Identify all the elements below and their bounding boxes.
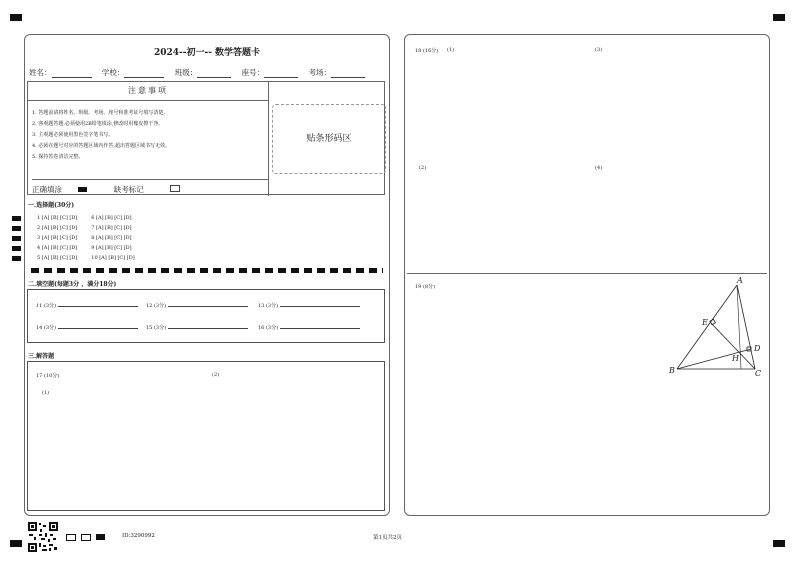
barcode-column <box>268 82 387 196</box>
sheet-title: 2024--初一-- 数学答题卡 <box>153 48 261 58</box>
right-answer-panel <box>404 34 770 516</box>
blank-14[interactable]: 14 (3分) <box>36 322 138 331</box>
notice-heading: 注意事项 <box>28 82 269 101</box>
divider <box>407 273 767 274</box>
label-H: H <box>732 354 739 363</box>
label-E: E <box>702 318 708 327</box>
q17-label: 17 (10分) <box>36 373 60 379</box>
page-number: 第1页共2页 <box>373 535 402 541</box>
class-field[interactable] <box>197 69 231 78</box>
name-field[interactable] <box>52 69 92 78</box>
left-answer-panel <box>24 34 390 516</box>
blank-12[interactable]: 12 (3分) <box>146 300 248 309</box>
timing-mark <box>12 256 21 261</box>
notice-box <box>27 81 385 195</box>
q18-part1-label: (1) <box>447 47 455 53</box>
notice-item: 2. 客观题答题,必须使用2B铅笔填涂,修改时用橡皮擦干净。 <box>32 121 164 127</box>
exam-room-label: 考场： <box>308 68 332 77</box>
blank-16[interactable]: 16 (3分) <box>258 322 360 331</box>
choice-bubbles[interactable]: 7 [A] [B] [C] [D] <box>91 225 132 231</box>
timing-mark <box>12 236 21 241</box>
section-solve-label: 三.解答题 <box>28 353 55 360</box>
q18-part3-label: (3) <box>595 47 603 53</box>
choice-bubbles[interactable]: 8 [A] [B] [C] [D] <box>91 235 132 241</box>
timing-mark <box>12 216 21 221</box>
choice-bubbles[interactable]: 6 [A] [B] [C] [D] <box>91 215 132 221</box>
notice-list <box>32 108 170 163</box>
choice-row <box>37 243 135 253</box>
absent-mark-box[interactable] <box>170 185 180 192</box>
label-B: B <box>669 366 675 375</box>
notice-item: 4. 必须在题号对应的答题区域内作答,超出答题区域书写无效。 <box>32 143 170 149</box>
blank-11[interactable]: 11 (3分) <box>36 300 138 309</box>
exam-room-field[interactable] <box>331 69 365 78</box>
corner-mark-br <box>773 540 785 547</box>
q17-part1-label: (1) <box>42 390 50 396</box>
q18-part2-label: (2) <box>419 165 427 171</box>
section-choice-label: 一.选择题(30分) <box>28 202 75 209</box>
q19-label: 19 (8分) <box>415 284 436 290</box>
choice-bubbles[interactable]: 4 [A] [B] [C] [D] <box>37 245 78 251</box>
barcode-area: 贴条形码区 <box>272 104 386 174</box>
choice-row <box>37 233 135 243</box>
correct-fill-mark <box>78 187 87 192</box>
choice-bubbles[interactable]: 5 [A] [B] [C] [D] <box>37 255 78 261</box>
timing-mark <box>12 246 21 251</box>
choice-bubbles[interactable]: 1 [A] [B] [C] [D] <box>37 215 78 221</box>
q18-label: 18 (16分) <box>415 48 439 54</box>
label-A: A <box>737 277 743 285</box>
fill-blank-box <box>27 289 385 343</box>
choice-row <box>37 253 135 263</box>
timing-dash-bar <box>31 268 383 273</box>
choice-bubbles[interactable]: 3 [A] [B] [C] [D] <box>37 235 78 241</box>
choice-bubbles[interactable]: 10 [A] [B] [C] [D] <box>91 255 135 261</box>
page-mark-filled <box>96 534 105 540</box>
corner-mark-tr <box>773 14 785 21</box>
choice-row <box>37 223 135 233</box>
section-fill-label: 二.填空题(每题3分 ，满分18分) <box>28 281 117 288</box>
page-mark <box>81 534 91 541</box>
choice-grid <box>37 213 135 263</box>
label-C: C <box>755 369 762 377</box>
student-info-row <box>29 67 373 78</box>
corner-mark-bl <box>10 540 22 547</box>
label-D: D <box>754 344 761 353</box>
qr-code <box>28 522 58 552</box>
sheet-id: ID:3290992 <box>122 533 155 539</box>
page-mark <box>66 534 76 541</box>
school-field[interactable] <box>124 69 164 78</box>
notice-item: 3. 主观题必须使用黑色签字笔书写。 <box>32 132 114 138</box>
seat-label: 座号： <box>241 68 265 77</box>
choice-bubbles[interactable]: 9 [A] [B] [C] [D] <box>91 245 132 251</box>
name-label: 姓名： <box>29 68 52 77</box>
blank-15[interactable]: 15 (3分) <box>146 322 248 331</box>
choice-bubbles[interactable]: 2 [A] [B] [C] [D] <box>37 225 78 231</box>
blank-13[interactable]: 13 (3分) <box>258 300 360 309</box>
notice-item: 1. 答题前请将姓名、班级、考场、座号和准考证号填写清楚。 <box>32 110 169 116</box>
q17-answer-box[interactable] <box>27 361 385 511</box>
choice-row <box>37 213 135 223</box>
fill-example-row <box>32 179 268 195</box>
timing-mark <box>12 226 21 231</box>
correct-fill-label: 正确填涂 <box>32 185 62 194</box>
notice-item: 5. 保持答卷清洁完整。 <box>32 154 84 160</box>
class-label: 班级： <box>174 68 198 77</box>
triangle-figure <box>667 277 763 377</box>
school-label: 学校： <box>101 68 125 77</box>
q17-part2-label: (2) <box>212 372 220 378</box>
corner-mark-tl <box>10 14 22 21</box>
seat-field[interactable] <box>264 69 298 78</box>
q18-part4-label: (4) <box>595 165 603 171</box>
absent-mark-label: 缺考标记 <box>113 185 144 194</box>
